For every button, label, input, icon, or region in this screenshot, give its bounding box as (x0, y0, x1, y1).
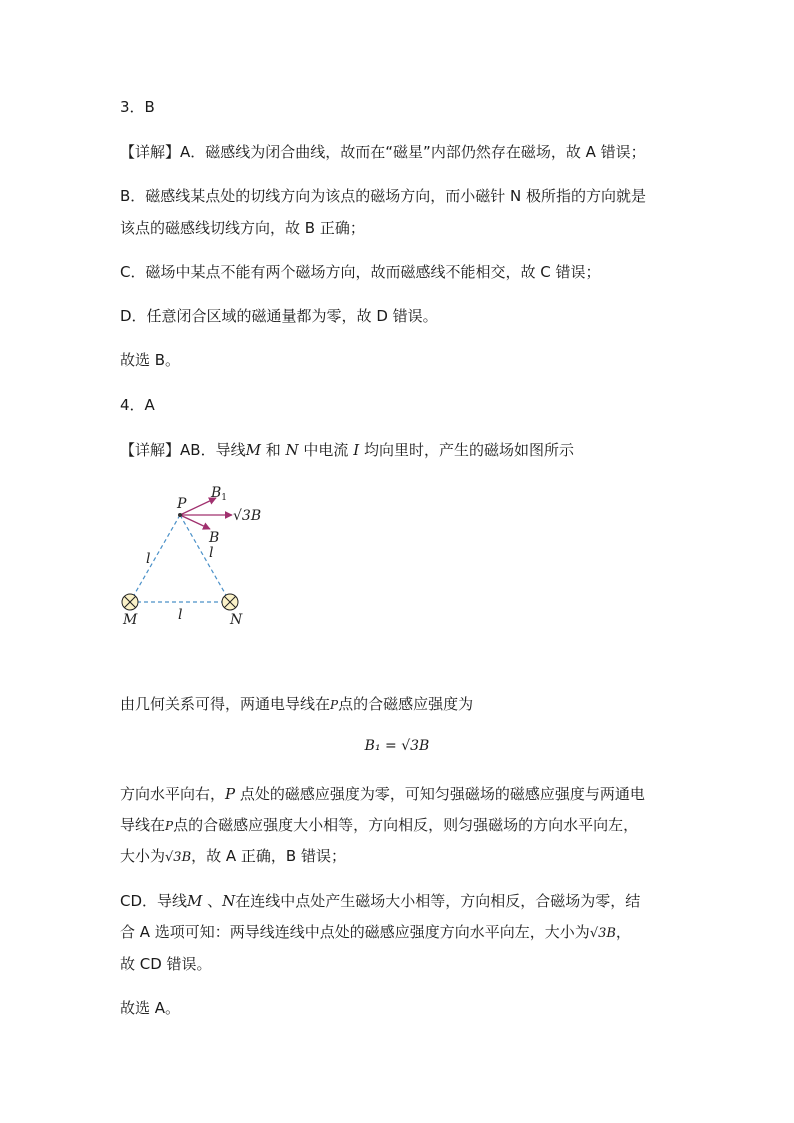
detail-tag: 【详解】 (120, 143, 181, 161)
para-text: 合 A 选项可知：两导线连线中点处的磁感应强度方向水平向左，大小为 (120, 923, 590, 941)
q3-detail-line-a (120, 142, 646, 162)
para-text: 大小为 (120, 847, 166, 865)
point-P (178, 513, 182, 517)
q4-conclusion: 故选 A。 (120, 999, 181, 1017)
q3-line-c: C．磁场中某点不能有两个磁场方向，故而磁感线不能相交，故 C 错误； (120, 263, 601, 281)
label-sqrt3B: √3B (233, 508, 262, 524)
wire-M-icon (122, 594, 138, 610)
sqrt3B-value: √3B (589, 926, 616, 941)
symbol-M: M (245, 441, 261, 459)
detail-tag: 【详解】 (120, 441, 181, 459)
q3-answer: 3．B (120, 98, 155, 116)
para1-line3 (120, 846, 346, 868)
para2-line3: 故 CD 错误。 (120, 955, 212, 973)
geometry-line (120, 694, 473, 715)
label-l-left: l (146, 551, 151, 567)
q4-answer: 4．A (120, 396, 155, 414)
para-text: 导线在 (120, 816, 166, 834)
symbol-P: P (330, 698, 339, 712)
para-text: ， (615, 923, 631, 941)
wire-N-icon (222, 594, 238, 610)
label-l-right: l (209, 545, 214, 561)
q3-conclusion: 故选 B。 (120, 351, 181, 369)
para-text: 方向水平向右， (120, 785, 226, 803)
symbol-M: M (187, 892, 203, 910)
q3-line-d: D．任意闭合区域的磁通量都为零，故 D 错误。 (120, 307, 438, 325)
dashed-side-left (130, 515, 180, 602)
para-text: ，故 A 正确，B 错误； (191, 847, 346, 865)
sqrt3B-value: √3B (165, 850, 192, 865)
symbol-N: N (222, 892, 236, 910)
symbol-I: I (353, 441, 360, 459)
option-a-text: A．磁感线为闭合曲线，故而在“磁星”内部仍然存在磁场，故 A 错误； (180, 143, 646, 161)
para-text: 、 (202, 892, 223, 910)
geometry-text: 点的合磁感应强度为 (338, 695, 474, 713)
label-B1: $B_1$ (211, 485, 228, 503)
intro-text: 均向里时，产生的磁场如图所示 (363, 441, 574, 459)
q4-intro (120, 440, 574, 460)
q3-line-b2: 该点的磁感线切线方向，故 B 正确； (120, 219, 365, 237)
intro-text: AB．导线 (180, 441, 246, 459)
formula-B1 (0, 738, 794, 754)
para1-line1 (120, 784, 645, 804)
symbol-P: P (165, 819, 174, 833)
formula-text: B₁ = √3B (364, 738, 430, 754)
label-B: B (209, 530, 220, 546)
label-l-bottom: l (178, 607, 183, 623)
label-N: N (230, 612, 243, 628)
para2-line2 (120, 922, 631, 944)
intro-text: 中电流 (303, 441, 349, 459)
dashed-side-right (180, 515, 230, 602)
para-text: CD．导线 (120, 892, 188, 910)
symbol-N: N (285, 441, 299, 459)
para-text: 在连线中点处产生磁场大小相等，方向相反，合磁场为零，结 (235, 892, 641, 910)
magnetic-field-diagram (110, 475, 290, 635)
label-M: M (123, 612, 138, 628)
para-text: 点处的磁感应强度为零，可知匀强磁场的磁感应强度与两通电 (235, 785, 645, 803)
para-text: 点的合磁感应强度大小相等，方向相反，则匀强磁场的方向水平向左， (173, 816, 639, 834)
geometry-text: 由几何关系可得，两通电导线在 (120, 695, 331, 713)
label-P: P (177, 496, 187, 512)
intro-text: 和 (265, 441, 281, 459)
q3-line-b1: B．磁感线某点处的切线方向为该点的磁场方向，而小磁针 N 极所指的方向就是 (120, 187, 647, 205)
symbol-P: P (225, 785, 236, 803)
para2-line1 (120, 891, 640, 911)
para1-line2 (120, 815, 638, 836)
